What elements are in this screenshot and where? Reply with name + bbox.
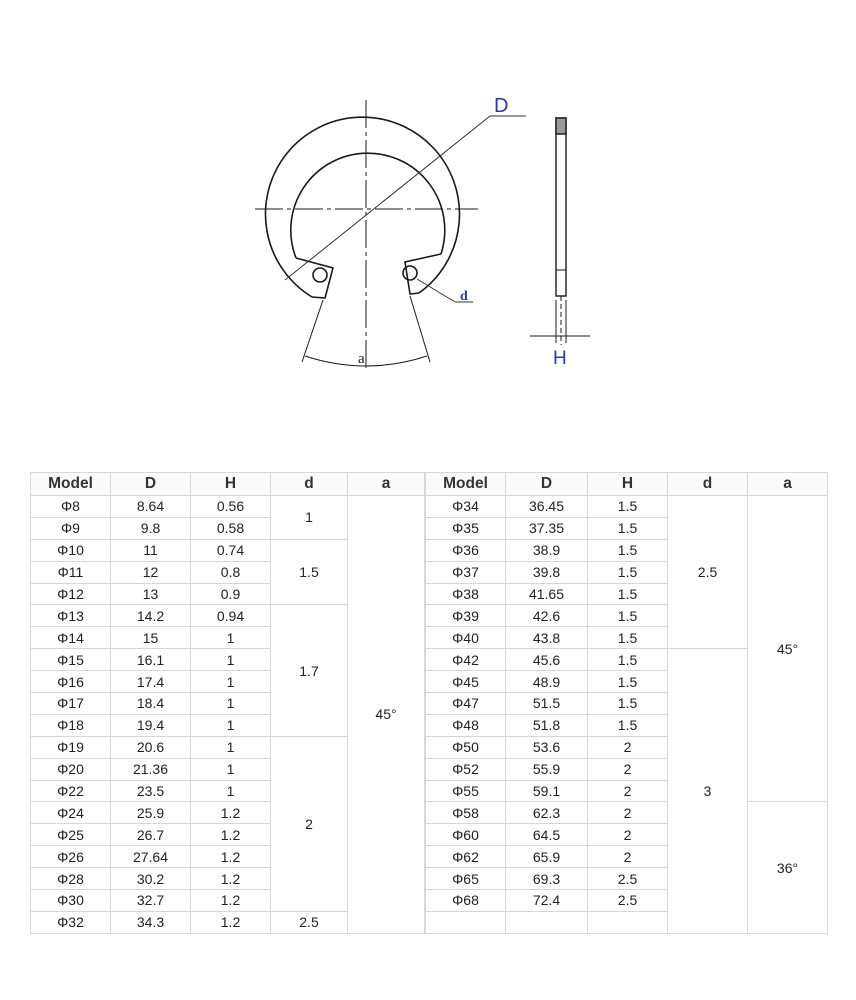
thickness-cell: 1 (191, 758, 271, 780)
angle-cell: 45° (748, 496, 828, 802)
thickness-cell: 2.5 (588, 868, 668, 890)
model-cell: Φ50 (426, 736, 506, 758)
d-diameter-cell: 72.4 (506, 890, 588, 912)
model-cell: Φ24 (31, 802, 111, 824)
d-diameter-cell: 13 (111, 583, 191, 605)
d-diameter-cell: 62.3 (506, 802, 588, 824)
side-view (530, 118, 590, 345)
thickness-cell: 0.9 (191, 583, 271, 605)
header-H: H (191, 473, 271, 496)
model-cell: Φ32 (31, 911, 111, 933)
d-diameter-cell: 9.8 (111, 517, 191, 539)
d-diameter-cell: 19.4 (111, 714, 191, 736)
thickness-cell: 1 (191, 714, 271, 736)
angle-extension-left (302, 300, 323, 362)
d-diameter-cell: 48.9 (506, 671, 588, 693)
d-diameter-cell: 15 (111, 627, 191, 649)
model-cell: Φ16 (31, 671, 111, 693)
left-lug-hole (313, 268, 327, 282)
thickness-cell: 1.2 (191, 824, 271, 846)
d-diameter-cell: 53.6 (506, 736, 588, 758)
thickness-cell: 2 (588, 780, 668, 802)
circlip-diagram (0, 0, 856, 440)
thickness-cell: 2 (588, 824, 668, 846)
side-view-body (556, 118, 566, 296)
angle-cell: 36° (748, 802, 828, 933)
table-header-row (31, 473, 425, 496)
d-diameter-cell: 11 (111, 539, 191, 561)
d-diameter-cell: 32.7 (111, 890, 191, 912)
thickness-cell: 1.2 (191, 911, 271, 933)
hole-diameter-cell: 2 (271, 736, 348, 911)
model-cell: Φ47 (426, 693, 506, 715)
header-D: D (506, 473, 588, 496)
thickness-cell: 2.5 (588, 890, 668, 912)
model-cell: Φ39 (426, 605, 506, 627)
label-a: a (358, 351, 365, 367)
model-cell: Φ62 (426, 846, 506, 868)
model-cell: Φ60 (426, 824, 506, 846)
thickness-cell (588, 911, 668, 933)
right-lug (405, 254, 441, 294)
d-diameter-cell: 59.1 (506, 780, 588, 802)
angle-extension-right (410, 296, 430, 362)
thickness-cell: 1.5 (588, 539, 668, 561)
thickness-cell: 1.5 (588, 605, 668, 627)
label-H: H (553, 348, 567, 369)
d-diameter-cell: 14.2 (111, 605, 191, 627)
hole-diameter-cell: 1.7 (271, 605, 348, 736)
d-diameter-cell: 69.3 (506, 868, 588, 890)
header-d: d (271, 473, 348, 496)
d-diameter-cell: 45.6 (506, 649, 588, 671)
model-cell: Φ68 (426, 890, 506, 912)
d-diameter-cell: 39.8 (506, 561, 588, 583)
model-cell: Φ19 (31, 736, 111, 758)
thickness-cell: 1 (191, 649, 271, 671)
model-cell: Φ22 (31, 780, 111, 802)
header-a: a (748, 473, 828, 496)
d-diameter-cell: 37.35 (506, 517, 588, 539)
thickness-cell: 1 (191, 627, 271, 649)
thickness-cell: 2 (588, 736, 668, 758)
model-cell: Φ40 (426, 627, 506, 649)
d-diameter-cell: 23.5 (111, 780, 191, 802)
thickness-cell: 1.2 (191, 868, 271, 890)
d-diameter-cell: 64.5 (506, 824, 588, 846)
model-cell: Φ35 (426, 517, 506, 539)
table-header-row (426, 473, 828, 496)
d-diameter-cell: 36.45 (506, 496, 588, 518)
hole-diameter-cell: 3 (668, 649, 748, 934)
d-diameter-cell: 30.2 (111, 868, 191, 890)
model-cell: Φ13 (31, 605, 111, 627)
d-diameter-cell: 20.6 (111, 736, 191, 758)
thickness-cell: 0.74 (191, 539, 271, 561)
model-cell: Φ9 (31, 517, 111, 539)
model-cell: Φ38 (426, 583, 506, 605)
thickness-cell: 0.56 (191, 496, 271, 518)
thickness-cell: 1.5 (588, 649, 668, 671)
model-cell: Φ10 (31, 539, 111, 561)
thickness-cell: 1.2 (191, 890, 271, 912)
d-diameter-cell: 18.4 (111, 693, 191, 715)
thickness-cell: 0.94 (191, 605, 271, 627)
thickness-cell: 1 (191, 693, 271, 715)
header-H: H (588, 473, 668, 496)
hole-diameter-cell: 2.5 (668, 496, 748, 649)
thickness-cell: 1.5 (588, 517, 668, 539)
thickness-cell: 1.5 (588, 693, 668, 715)
d-diameter-leader (285, 116, 490, 280)
model-cell: Φ15 (31, 649, 111, 671)
model-cell: Φ14 (31, 627, 111, 649)
d-diameter-cell: 25.9 (111, 802, 191, 824)
model-cell: Φ25 (31, 824, 111, 846)
ring-inner-arc (291, 153, 445, 258)
model-cell: Φ17 (31, 693, 111, 715)
angle-cell: 45° (348, 496, 425, 934)
thickness-cell: 1.5 (588, 714, 668, 736)
d-diameter-cell: 12 (111, 561, 191, 583)
spec-table-left (30, 472, 425, 934)
side-view-hatch (556, 118, 566, 134)
d-diameter-cell: 26.7 (111, 824, 191, 846)
d-diameter-cell: 27.64 (111, 846, 191, 868)
d-diameter-cell: 16.1 (111, 649, 191, 671)
hole-diameter-cell: 2.5 (271, 911, 348, 933)
model-cell: Φ26 (31, 846, 111, 868)
thickness-cell: 2 (588, 758, 668, 780)
model-cell: Φ37 (426, 561, 506, 583)
model-cell: Φ30 (31, 890, 111, 912)
thickness-cell: 1.2 (191, 802, 271, 824)
thickness-cell: 1.5 (588, 496, 668, 518)
thickness-cell: 1.2 (191, 846, 271, 868)
table-row (426, 802, 828, 824)
header-a: a (348, 473, 425, 496)
thickness-cell: 1.5 (588, 627, 668, 649)
thickness-cell: 0.8 (191, 561, 271, 583)
model-cell: Φ58 (426, 802, 506, 824)
model-cell: Φ42 (426, 649, 506, 671)
d-diameter-cell: 42.6 (506, 605, 588, 627)
thickness-cell: 2 (588, 802, 668, 824)
right-lug-hole (403, 266, 417, 280)
model-cell: Φ20 (31, 758, 111, 780)
label-d: d (460, 289, 468, 304)
thickness-cell: 1.5 (588, 671, 668, 693)
model-cell: Φ48 (426, 714, 506, 736)
thickness-cell: 0.58 (191, 517, 271, 539)
thickness-cell: 2 (588, 846, 668, 868)
model-cell (426, 911, 506, 933)
model-cell: Φ55 (426, 780, 506, 802)
table-body-right (426, 496, 828, 934)
model-cell: Φ8 (31, 496, 111, 518)
d-diameter-cell: 38.9 (506, 539, 588, 561)
d-diameter-cell: 21.36 (111, 758, 191, 780)
d-diameter-cell: 43.8 (506, 627, 588, 649)
d-diameter-cell: 34.3 (111, 911, 191, 933)
model-cell: Φ34 (426, 496, 506, 518)
table-body-left (31, 496, 425, 934)
d-diameter-cell (506, 911, 588, 933)
label-D: D (494, 95, 509, 117)
thickness-cell: 1 (191, 736, 271, 758)
model-cell: Φ65 (426, 868, 506, 890)
hole-diameter-cell: 1 (271, 496, 348, 540)
thickness-cell: 1.5 (588, 561, 668, 583)
front-view (255, 100, 526, 368)
header-model: Model (426, 473, 506, 496)
d-diameter-cell: 51.8 (506, 714, 588, 736)
d-diameter-cell: 17.4 (111, 671, 191, 693)
d-diameter-cell: 51.5 (506, 693, 588, 715)
spec-table-right (425, 472, 828, 934)
thickness-cell: 1.5 (588, 583, 668, 605)
model-cell: Φ28 (31, 868, 111, 890)
model-cell: Φ11 (31, 561, 111, 583)
header-D: D (111, 473, 191, 496)
header-d: d (668, 473, 748, 496)
model-cell: Φ12 (31, 583, 111, 605)
model-cell: Φ45 (426, 671, 506, 693)
d-diameter-cell: 55.9 (506, 758, 588, 780)
header-model: Model (31, 473, 111, 496)
model-cell: Φ36 (426, 539, 506, 561)
d-diameter-cell: 8.64 (111, 496, 191, 518)
thickness-cell: 1 (191, 780, 271, 802)
d-diameter-cell: 65.9 (506, 846, 588, 868)
model-cell: Φ18 (31, 714, 111, 736)
thickness-cell: 1 (191, 671, 271, 693)
hole-diameter-cell: 1.5 (271, 539, 348, 605)
table-row (426, 496, 828, 518)
d-diameter-cell: 41.65 (506, 583, 588, 605)
table-row (31, 496, 425, 518)
model-cell: Φ52 (426, 758, 506, 780)
